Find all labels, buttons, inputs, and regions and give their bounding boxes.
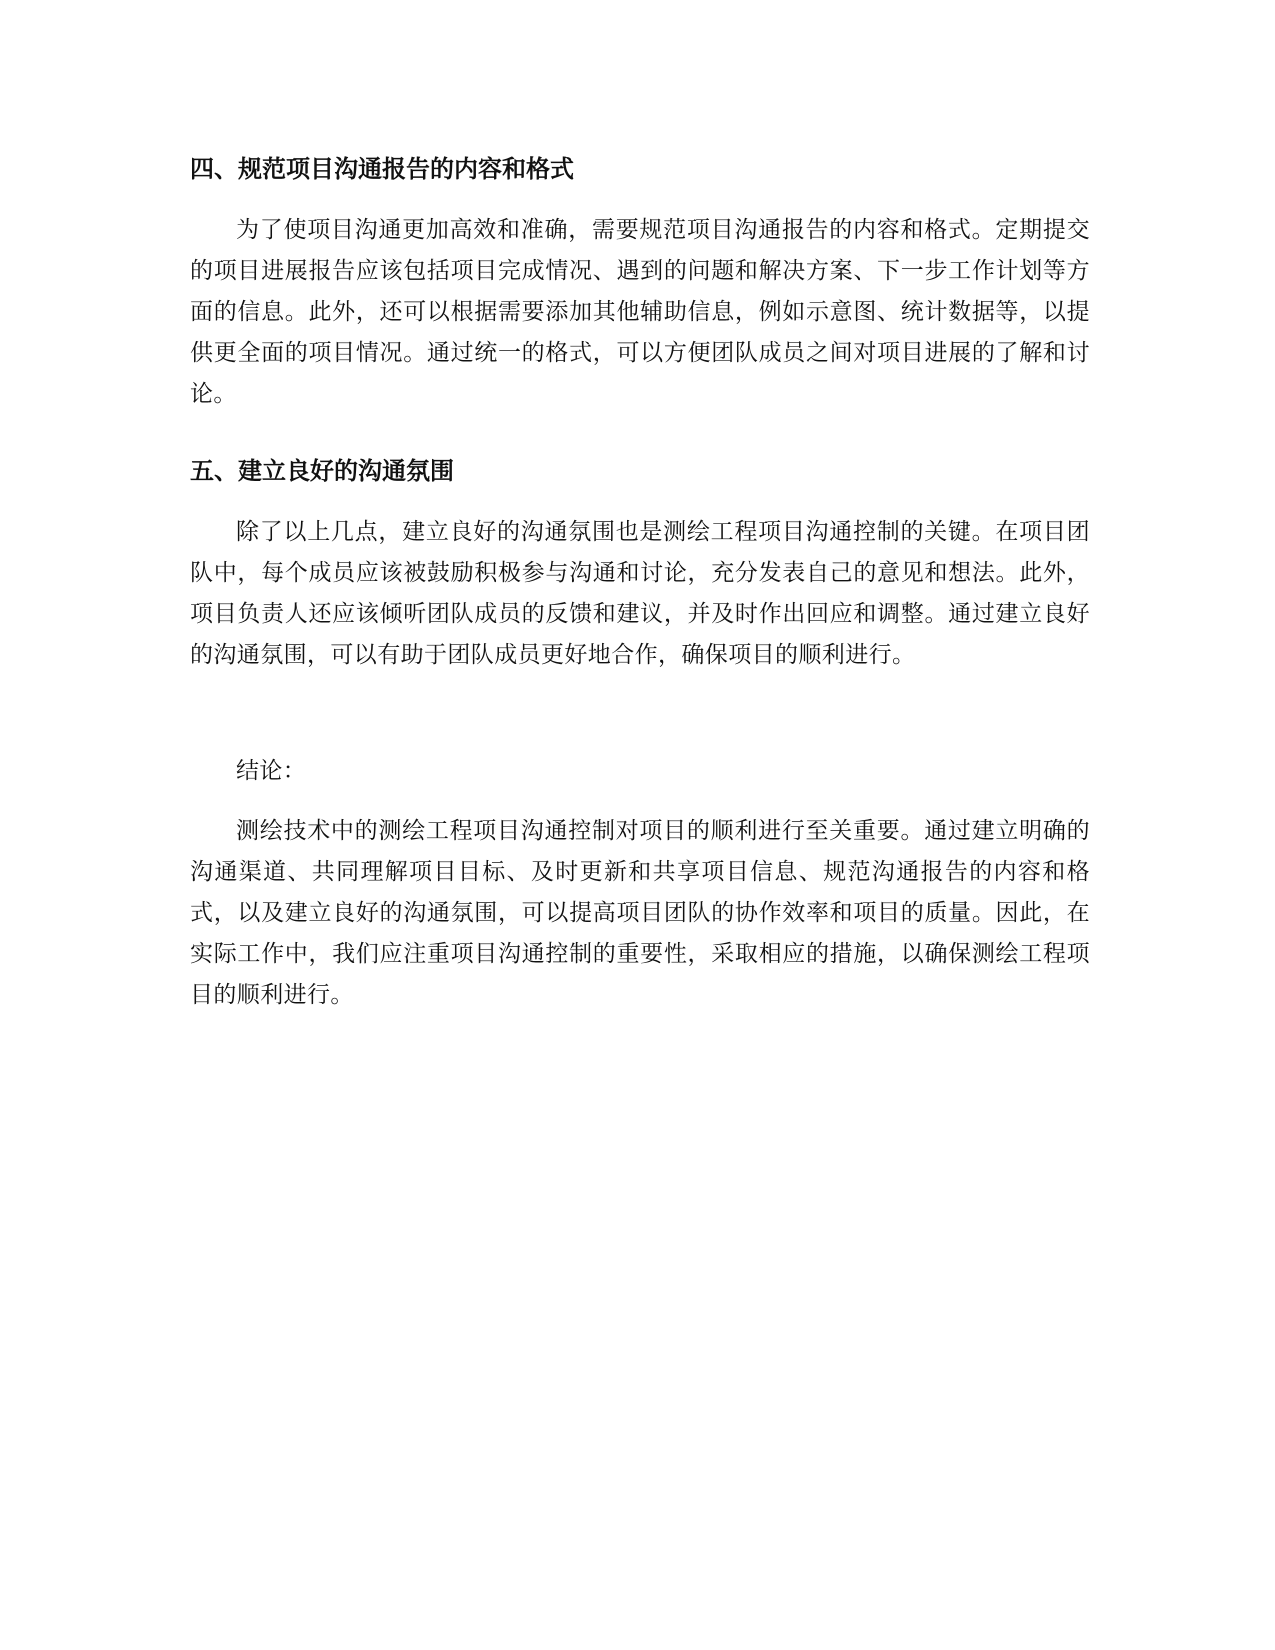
section-paragraph-5: 除了以上几点，建立良好的沟通氛围也是测绘工程项目沟通控制的关键。在项目团队中，每个成员应该被鼓励积极参与沟通和讨论，充分发表自己的意见和想法。此外，项目负责人还应该倾听团队成员的反馈和建议，并及时作出回应和调整。通过建立良好的沟通氛围，可以有助于团队成员更好地合作，确保项目的顺利进行。 — [190, 519, 1090, 668]
section-heading-5: 五、建立良好的沟通氛围 — [190, 457, 454, 485]
conclusion-paragraph: 测绘技术中的测绘工程项目沟通控制对项目的顺利进行至关重要。通过建立明确的沟通渠道、共同理解项目目标、及时更新和共享项目信息、规范沟通报告的内容和格式，以及建立良好的沟通氛围，可以提高项目团队的协作效率和项目的质量。因此，在实际工作中，我们应注重项目沟通控制的重要性，采取相应的措施，以确保测绘工程项目的顺利进行。 — [190, 818, 1090, 1008]
conclusion-label: 结论： — [236, 758, 307, 784]
section-paragraph-4: 为了使项目沟通更加高效和准确，需要规范项目沟通报告的内容和格式。定期提交的项目进展报告应该包括项目完成情况、遇到的问题和解决方案、下一步工作计划等方面的信息。此外，还可以根据需要添加其他辅助信息，例如示意图、统计数据等，以提供更全面的项目情况。通过统一的格式，可以方便团队成员之间对项目进展的了解和讨论。 — [190, 217, 1090, 407]
section-heading-4: 四、规范项目沟通报告的内容和格式 — [190, 155, 574, 183]
